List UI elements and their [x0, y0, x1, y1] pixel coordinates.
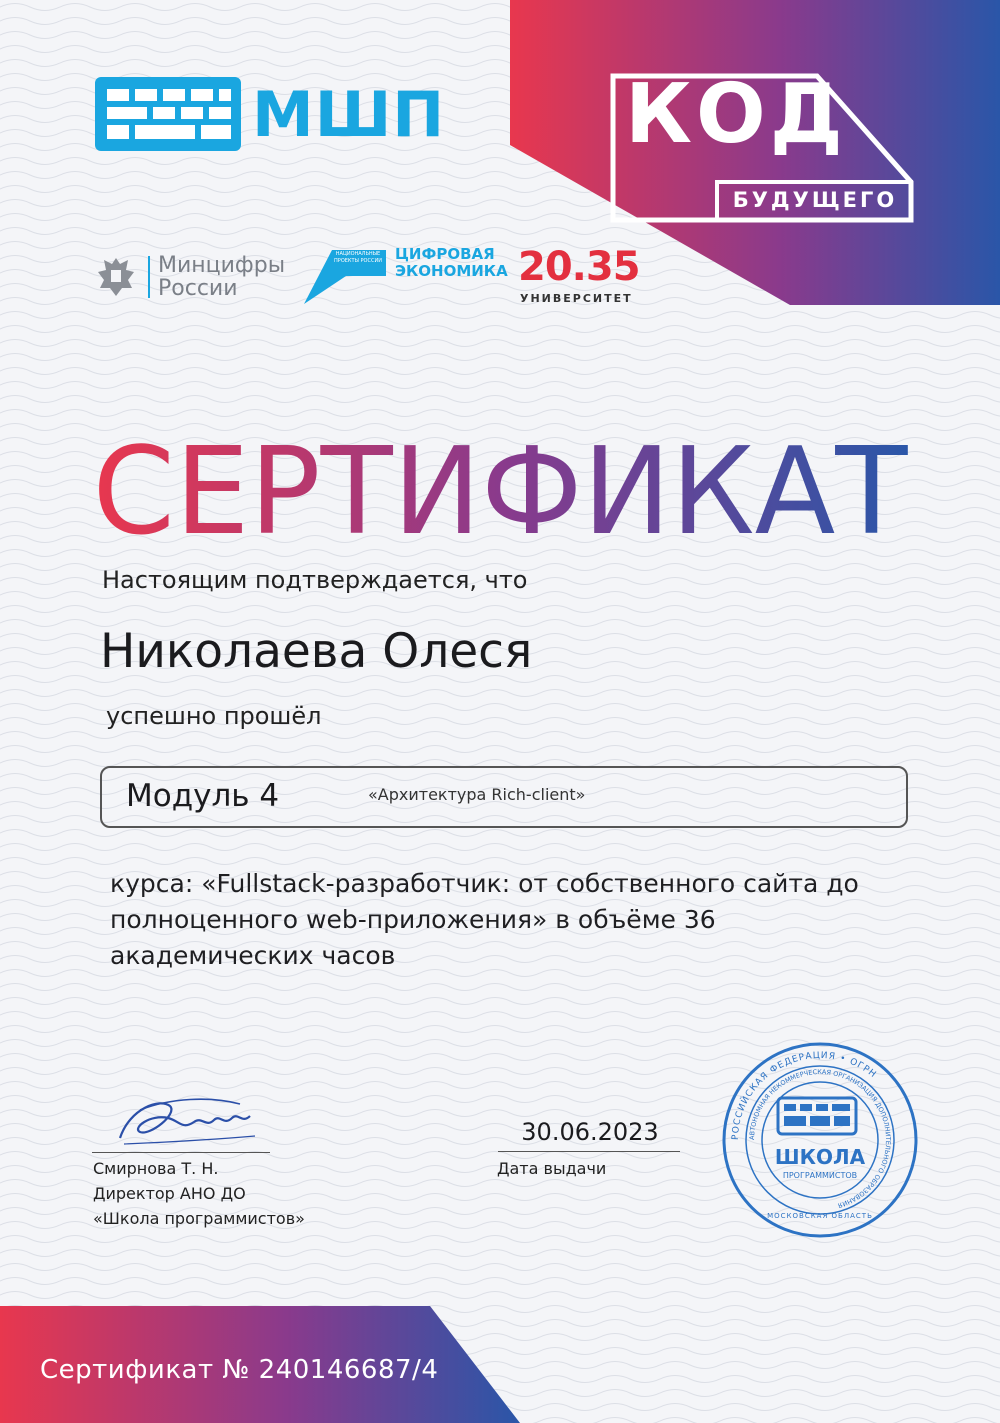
module-topic: «Архитектура Rich-client»: [368, 785, 586, 804]
cifrovaya-ekonomika-logo: ЦИФРОВАЯ ЭКОНОМИКА: [395, 245, 508, 280]
passed-text: успешно прошёл: [106, 702, 322, 730]
course-description: курса: «Fullstack-разработчик: от собственного сайта до полноценного web-приложения» в объёме 36 академических часов: [110, 869, 859, 970]
university-2035-number: 20.35: [518, 244, 640, 290]
stamp-keyboard-icon: [778, 1098, 856, 1134]
stamp-center-line2: ПРОГРАММИСТОВ: [782, 1171, 858, 1180]
confirm-text: Настоящим подтверждается, что: [102, 566, 528, 594]
director-signature: [110, 1088, 260, 1154]
national-projects-text: НАЦИОНАЛЬНЫЕ ПРОЕКТЫ РОССИИ: [334, 251, 382, 264]
certificate-title: [80, 425, 920, 555]
signer-block: [93, 1156, 353, 1231]
kod-subtitle: БУДУЩЕГО: [732, 188, 898, 212]
signer-organization: «Школа программистов»: [93, 1209, 305, 1228]
signature-line: [92, 1152, 270, 1153]
issue-date-line: [498, 1151, 680, 1152]
issue-date-label: Дата выдачи: [497, 1159, 607, 1178]
stamp-inner-ring: АВТОНОМНАЯ НЕКОММЕРЧЕСКАЯ ОРГАНИЗАЦИЯ ДОПОЛНИТЕЛЬНОГО ОБРАЗОВАНИЯ: [747, 1067, 893, 1210]
school-stamp: [720, 1040, 920, 1240]
stamp-outer-ring: РОССИЙСКАЯ ФЕДЕРАЦИЯ • ОГРН: [730, 1050, 879, 1141]
svg-text:АВТОНОМНАЯ НЕКОММЕРЧЕСКАЯ ОРГА: [748, 1068, 892, 1209]
module-label: Модуль 4: [126, 778, 280, 814]
signer-name: Смирнова Т. Н.: [93, 1159, 219, 1178]
mincifry-logo: Минцифры России: [158, 253, 286, 301]
stamp-bottom-text: МОСКОВСКАЯ ОБЛАСТЬ: [767, 1212, 873, 1220]
certificate-number: Сертификат № 240146687/4: [40, 1355, 439, 1385]
stamp-center-line1: ШКОЛА: [774, 1145, 866, 1169]
kod-title: КОД: [625, 67, 847, 162]
university-2035-label: УНИВЕРСИТЕТ: [520, 292, 633, 305]
russia-emblem-icon: [96, 254, 136, 300]
certificate-title-text: СЕРТИФИКАТ: [92, 425, 909, 555]
mshp-logo-text: МШП: [252, 78, 446, 151]
signer-position: Директор АНО ДО: [93, 1184, 246, 1203]
mincifry-separator: [148, 256, 150, 298]
issue-date: 30.06.2023: [521, 1118, 659, 1146]
recipient-name: Николаева Олеся: [100, 624, 533, 679]
